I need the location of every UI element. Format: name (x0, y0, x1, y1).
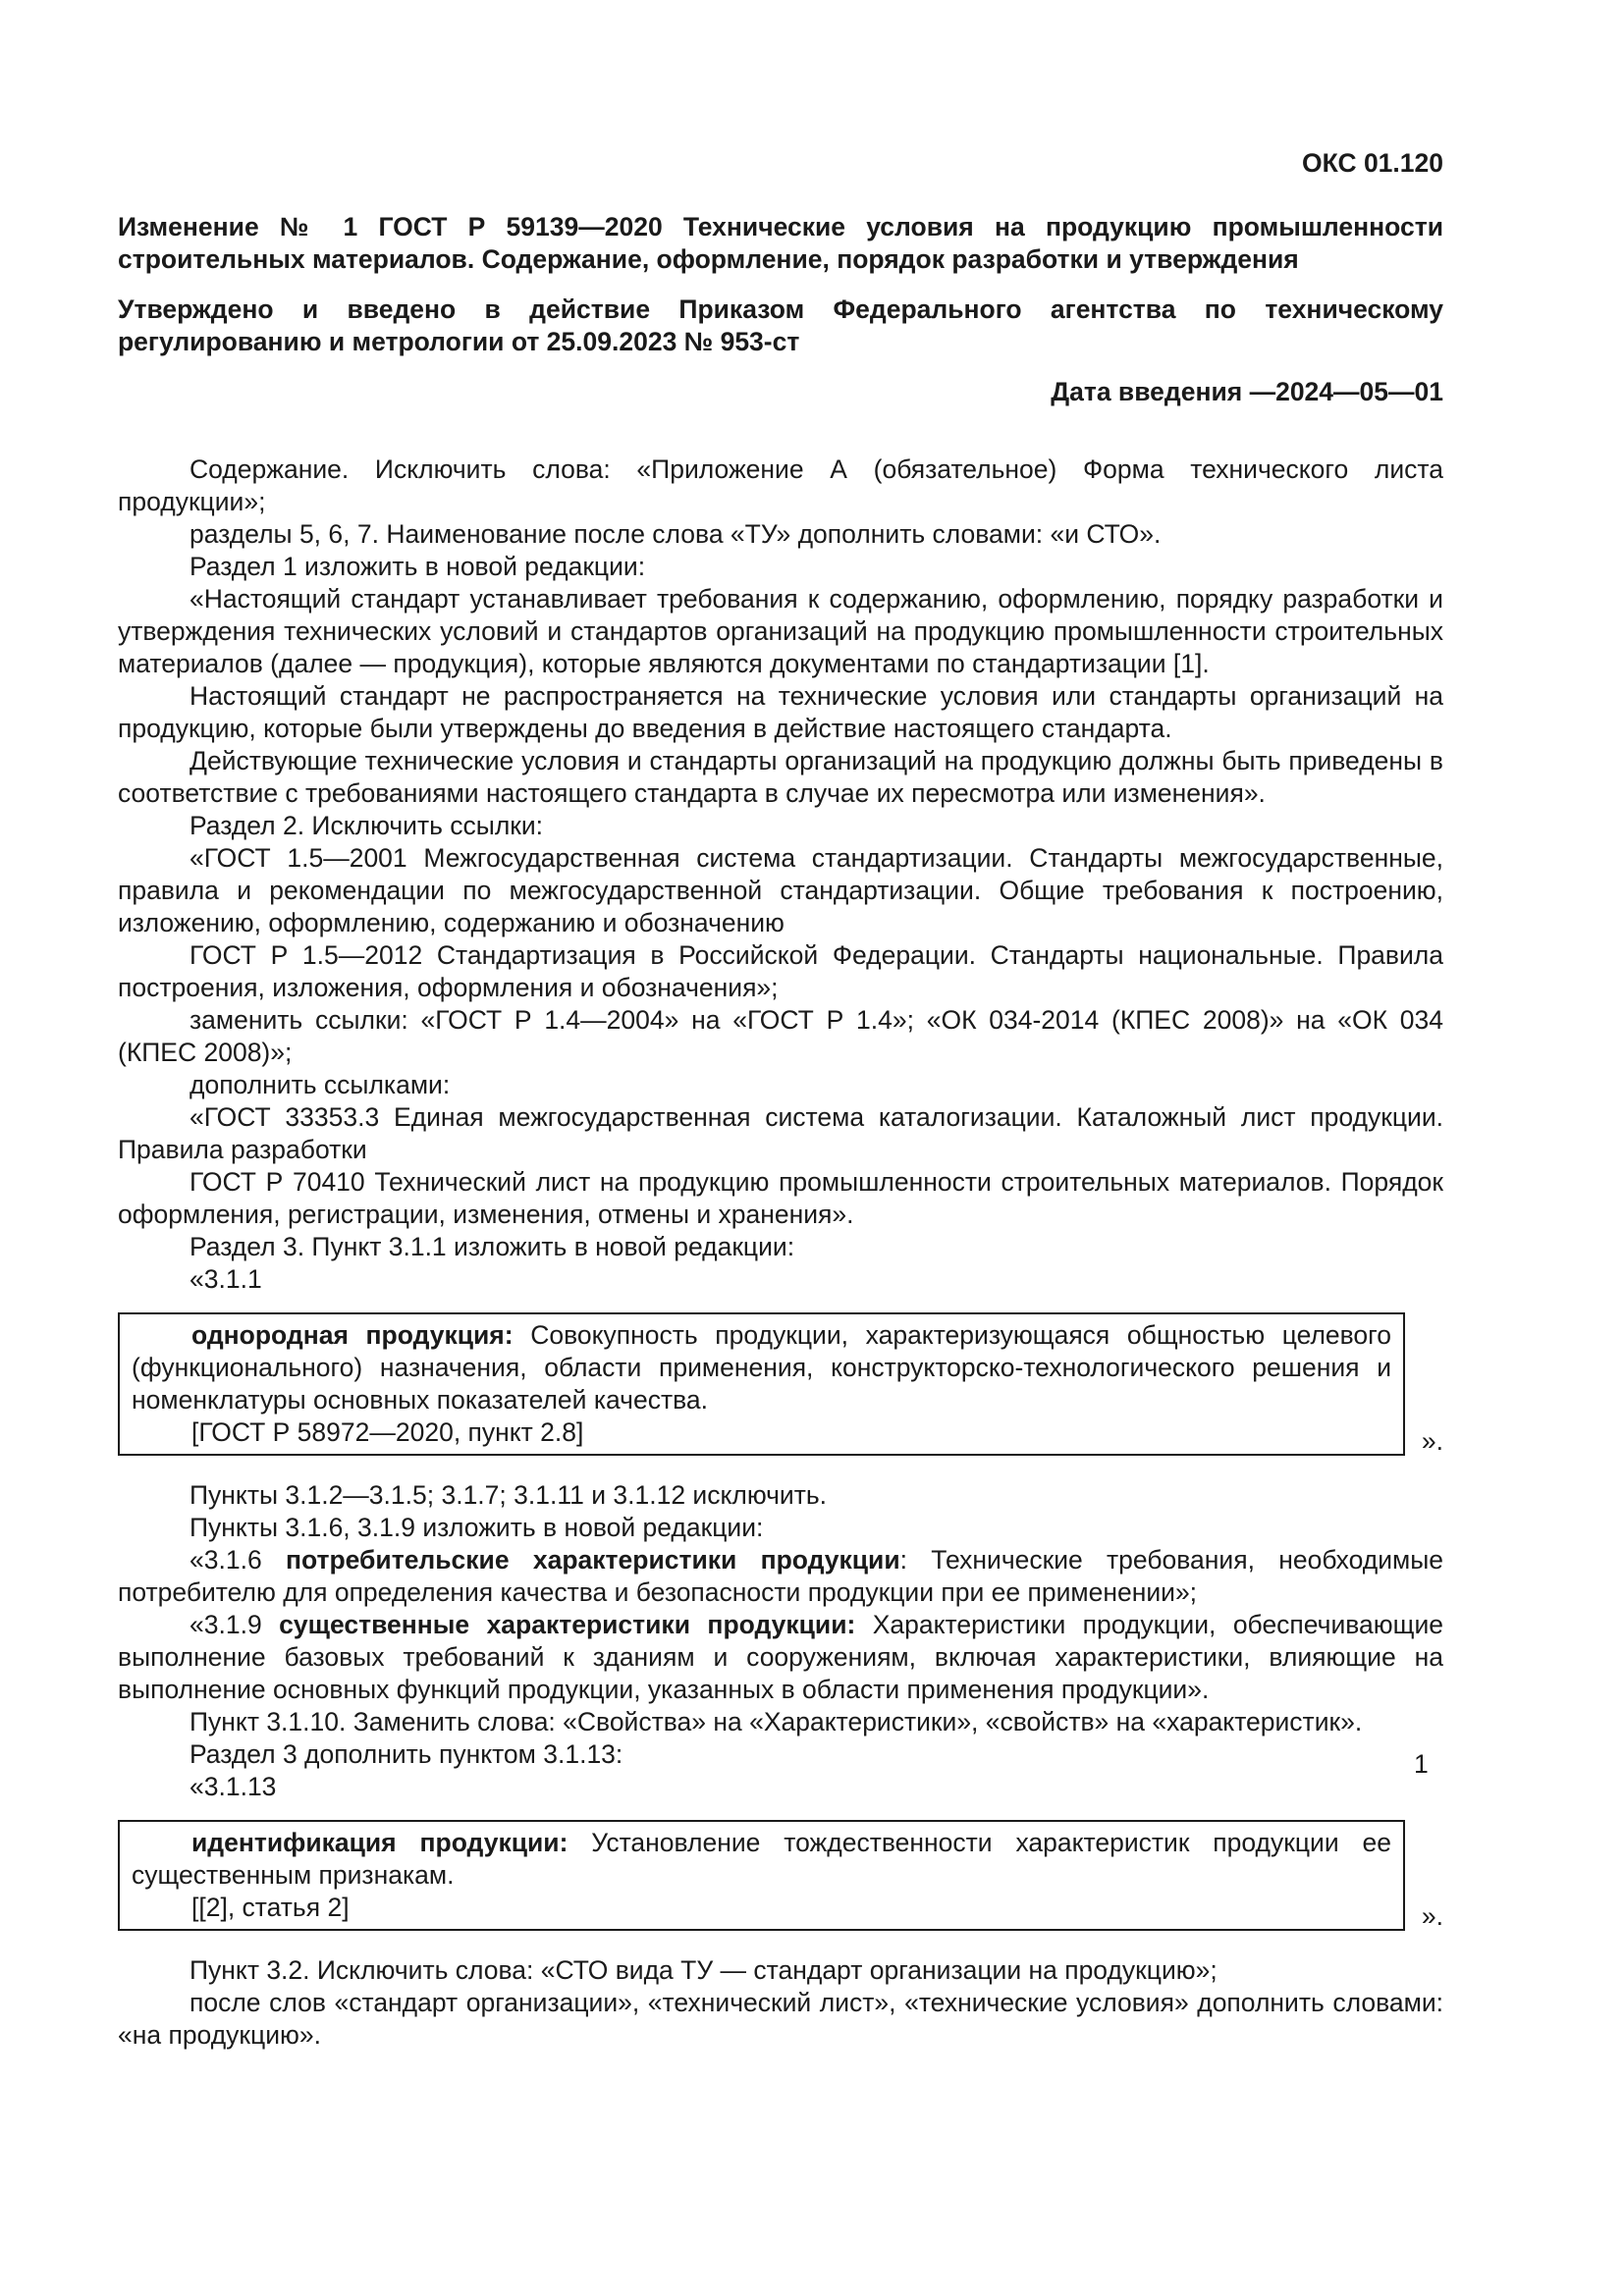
term-box-wrapper (118, 1820, 1443, 1931)
closing-quote: ». (1421, 1426, 1443, 1456)
paragraph: «3.1.1 (189, 1264, 262, 1294)
paragraph: «Настоящий стандарт устанавливает требования к содержанию, оформлению, порядку разработки и утверждения технических условий и стандартов организаций на продукцию промышленности строительных материалов (далее — продукция), которые являются документами по стандартизации [1]. (118, 584, 1443, 678)
paragraph: Раздел 3. Пункт 3.1.1 изложить в новой редакции: (189, 1232, 795, 1261)
paragraph: ГОСТ Р 1.5—2012 Стандартизация в Российской Федерации. Стандарты национальные. Правила построения, изложения, оформления и обозначения»; (118, 940, 1443, 1002)
paragraph: Раздел 1 изложить в новой редакции: (189, 552, 646, 581)
term-source: [[2], статья 2] (191, 1893, 350, 1922)
term-text: Установление тождественности характеристик продукции ее существенным признакам. (132, 1828, 1391, 1890)
paragraph: «ГОСТ 33353.3 Единая межгосударственная система каталогизации. Каталожный лист продукции. Правила разработки (118, 1102, 1443, 1164)
paragraph: после слов «стандарт организации», «технический лист», «технические условия» дополнить словами: «на продукцию». (118, 1988, 1443, 2050)
term-name: идентификация продукции: (191, 1828, 568, 1857)
paragraph (118, 1544, 1443, 1609)
effective-date: Дата введения —2024—05—01 (1051, 377, 1443, 406)
term-name: однородная продукция: (191, 1320, 514, 1350)
paragraph: Пункты 3.1.2—3.1.5; 3.1.7; 3.1.11 и 3.1.12 исключить. (189, 1480, 828, 1510)
paragraph (118, 1609, 1443, 1706)
paragraph: Пункт 3.2. Исключить слова: «СТО вида ТУ — стандарт организации на продукцию»; (189, 1955, 1218, 1985)
clause-number: «3.1.9 (189, 1610, 280, 1639)
paragraph: Пункты 3.1.6, 3.1.9 изложить в новой редакции: (189, 1513, 764, 1542)
term-name: потребительские характеристики продукции (285, 1545, 900, 1575)
paragraph: Раздел 2. Исключить ссылки: (189, 811, 544, 840)
paragraph: «3.1.13 (189, 1772, 277, 1801)
term-name: существенные характеристики продукции: (279, 1610, 856, 1639)
term-definition (132, 1827, 1391, 1892)
term-text: Совокупность продукции, характеризующаяся общностью целевого (функционального) назначения, области применения, конструкторско-технологического решения и номенклатуры основных показателей качества. (132, 1320, 1391, 1415)
document-title: Изменение № 1 ГОСТ Р 59139—2020 Технические условия на продукцию промышленности строительных материалов. Содержание, оформление, порядок разработки и утверждения (118, 212, 1443, 274)
paragraph: разделы 5, 6, 7. Наименование после слова «ТУ» дополнить словами: «и СТО». (189, 519, 1162, 549)
okc-code: ОКС 01.120 (1302, 148, 1443, 178)
document-page (118, 147, 1443, 2052)
term-box-wrapper (118, 1312, 1443, 1456)
paragraph: Пункт 3.1.10. Заменить слова: «Свойства» на «Характеристики», «свойств» на «характеристик». (189, 1707, 1363, 1736)
paragraph: ГОСТ Р 70410 Технический лист на продукцию промышленности строительных материалов. Порядок оформления, регистрации, изменения, отмены и хранения». (118, 1167, 1443, 1229)
clause-number: «3.1.6 (189, 1545, 286, 1575)
closing-quote: ». (1421, 1901, 1443, 1931)
term-text: Характеристики продукции, обеспечивающие выполнение базовых требований к зданиям и сооружениям, включая характеристики, влияющие на выполнение основных функций продукции, указанных в области применения продукции». (118, 1610, 1443, 1704)
term-text: : Технические требования, необходимые потребителю для определения качества и безопасности продукции при ее применении»; (118, 1545, 1443, 1607)
paragraph: Раздел 3 дополнить пунктом 3.1.13: (189, 1739, 623, 1769)
paragraph: заменить ссылки: «ГОСТ Р 1.4—2004» на «ГОСТ Р 1.4»; «ОК 034-2014 (КПЕС 2008)» на «ОК 034 (КПЕС 2008)»; (118, 1005, 1443, 1067)
approval-statement: Утверждено и введено в действие Приказом Федерального агентства по техническому регулированию и метрологии от 25.09.2023 № 953-ст (118, 294, 1443, 356)
paragraph: Действующие технические условия и стандарты организаций на продукцию должны быть приведены в соответствие с требованиями настоящего стандарта в случае их пересмотра или изменения». (118, 746, 1443, 808)
term-source: [ГОСТ Р 58972—2020, пункт 2.8] (191, 1417, 584, 1447)
paragraph: Настоящий стандарт не распространяется на технические условия или стандарты организаций на продукцию, которые были утверждены до введения в действие настоящего стандарта. (118, 681, 1443, 743)
term-definition (132, 1319, 1391, 1416)
paragraph: дополнить ссылками: (189, 1070, 451, 1099)
paragraph: Содержание. Исключить слова: «Приложение А (обязательное) Форма технического листа продукции»; (118, 454, 1443, 516)
page-number: 1 (1414, 1749, 1429, 1779)
term-definition-box (118, 1820, 1405, 1931)
term-definition-box (118, 1312, 1405, 1456)
paragraph: «ГОСТ 1.5—2001 Межгосударственная система стандартизации. Стандарты межгосударственные, правила и рекомендации по межгосударственной стандартизации. Общие требования к построению, изложению, оформлению, содержанию и обозначению (118, 843, 1443, 937)
